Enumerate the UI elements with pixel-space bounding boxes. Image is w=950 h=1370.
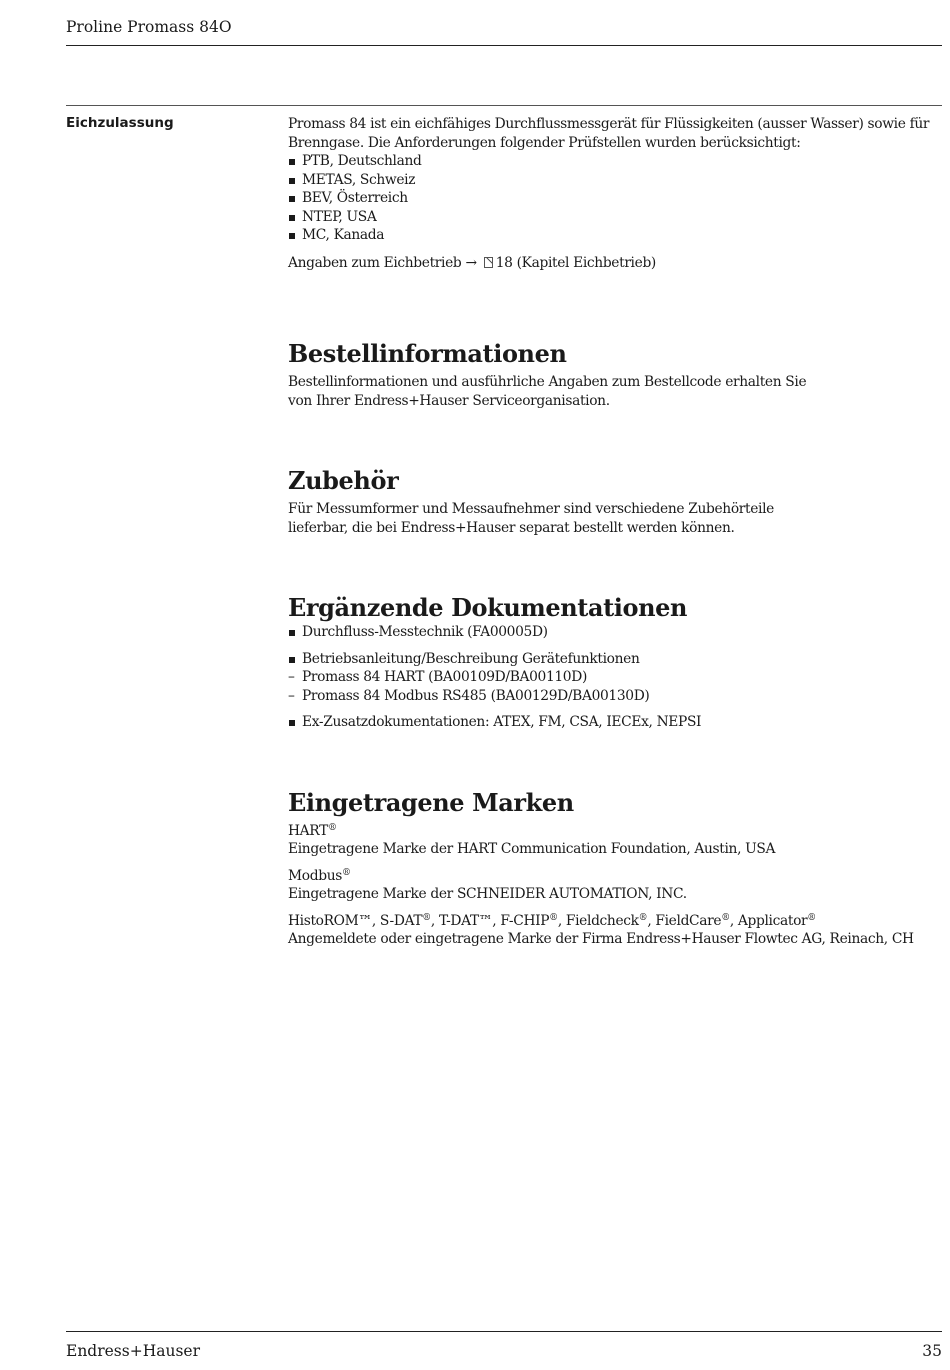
eichbetrieb-reference xyxy=(288,254,943,273)
endress-marks: HistoROM™, S-DAT®, T-DAT™, F-CHIP®, Fieldcheck®, FieldCare®, Applicator® xyxy=(288,912,816,929)
modbus-name: Modbus® xyxy=(288,867,351,884)
header-rule xyxy=(66,45,942,46)
main-content xyxy=(288,115,943,949)
reference-page: 18 (Kapitel Eichbetrieb) xyxy=(495,254,656,271)
dokumentationen-heading: Ergänzende Dokumentationen xyxy=(288,593,688,622)
bestellinformationen-heading: Bestellinformationen xyxy=(288,339,567,368)
marken-modbus xyxy=(288,867,943,904)
bestellinformationen-text: Bestellinformationen und ausführliche Angaben zum Bestellcode erhalten Sie von Ihrer Endress+Hauser Serviceorganisation. xyxy=(288,374,807,409)
list-item: PTB, Deutschland xyxy=(288,152,943,171)
hart-desc: Eingetragene Marke der HART Communication Foundation, Austin, USA xyxy=(288,841,776,857)
hart-name: HART® xyxy=(288,822,337,839)
arrow-right-icon: → xyxy=(465,254,477,271)
list-item: Ex-Zusatzdokumentationen: ATEX, FM, CSA, IECEx, NEPSI xyxy=(288,713,943,732)
reference-prefix: Angaben zum Eichbetrieb xyxy=(288,254,462,271)
zubehoer-heading: Zubehör xyxy=(288,466,399,495)
eichzulassung-label: Eichzulassung xyxy=(66,115,174,131)
zubehoer-text: Für Messumformer und Messaufnehmer sind verschiedene Zubehörteile lieferbar, die bei Endress+Hauser separat bestellt werden können. xyxy=(288,501,774,536)
page-number: 35 xyxy=(922,1342,942,1360)
list-item: BEV, Österreich xyxy=(288,189,943,208)
sub-list-item: – Promass 84 HART (BA00109D/BA00110D) xyxy=(288,668,943,687)
list-item xyxy=(288,650,943,706)
marken-hart xyxy=(288,822,943,859)
modbus-desc: Eingetragene Marke der SCHNEIDER AUTOMATION, INC. xyxy=(288,886,687,902)
pruefstellen-list xyxy=(288,152,943,245)
list-item: MC, Kanada xyxy=(288,226,943,245)
list-item-text: Betriebsanleitung/Beschreibung Gerätefunktionen xyxy=(302,650,640,667)
sub-list xyxy=(288,668,943,705)
list-item: Durchfluss-Messtechnik (FA00005D) xyxy=(288,623,943,642)
header-title: Proline Promass 84O xyxy=(66,18,232,36)
list-item: METAS, Schweiz xyxy=(288,171,943,190)
eichzulassung-section xyxy=(288,115,943,272)
marken-endress xyxy=(288,912,943,949)
document-page-icon xyxy=(484,257,493,268)
list-item: NTEP, USA xyxy=(288,208,943,227)
sub-list-item: – Promass 84 Modbus RS485 (BA00129D/BA00130D) xyxy=(288,687,943,706)
dokumentationen-list xyxy=(288,623,943,732)
section-rule xyxy=(66,105,942,106)
endress-desc: Angemeldete oder eingetragene Marke der Firma Endress+Hauser Flowtec AG, Reinach, CH xyxy=(288,931,914,947)
eichzulassung-intro: Promass 84 ist ein eichfähiges Durchflussmessgerät für Flüssigkeiten (ausser Wasser) sowie für Brenngase. Die Anforderungen folgender Prüfstellen wurden berücksichtigt: xyxy=(288,116,930,151)
footer-rule xyxy=(66,1331,942,1332)
footer-company: Endress+Hauser xyxy=(66,1342,200,1360)
marken-heading: Eingetragene Marken xyxy=(288,787,574,817)
